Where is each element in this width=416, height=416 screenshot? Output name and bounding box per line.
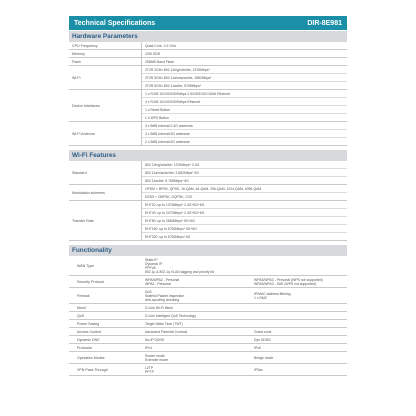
spec-values [142,90,347,121]
feature-col-2 [251,329,347,335]
feature-row [69,256,347,276]
feature-value: Stateful Packet Inspection [145,293,185,298]
spec-row [142,209,347,217]
spec-values [142,201,347,240]
spec-values [142,185,347,200]
section-functionality: Functionality [69,245,347,256]
feature-col-1 [142,345,251,351]
feature-row [69,320,347,328]
feature-label: Protocols [77,345,92,350]
spec-values [142,42,347,49]
spec-values [142,66,347,89]
feature-value: Bridge mode [254,355,274,360]
feature-row [69,364,347,376]
feature-value: D-Link Wi-Fi Mesh [145,305,173,310]
spec-group [69,42,347,50]
spec-value: OFDM = BPSK, QPSK, 16-QAM, 64-QAM, 256-QAM, 1024-QAM, 4096-QAM [145,186,262,191]
feature-value: WPA3/WPA3 - SAE (WPS not supported) [254,281,317,286]
spec-value: 1 x RJ45 10/100/1000Mbps 2.5G/5G/10G WAN Ethernet [145,91,231,96]
spec-value: 802.11b/g/n/ax/be: 1376Mbps* 2.4G [145,162,200,167]
feature-value: Anti-spoofing checking [145,297,180,302]
sheet-title: Technical Specifications [74,19,156,27]
feature-col-2 [251,307,347,309]
feature-row [69,336,347,344]
feature-value: WPA2 - Personal [145,281,171,286]
feature-col-1 [142,321,251,327]
spec-value: 1 x WPS Button [145,115,169,120]
feature-value: IPv6 [254,345,261,350]
spec-value: 2T2R 2GHz 802.11b/g/n/ax/be, 1376Mbps* [145,67,210,72]
spec-values [142,161,347,184]
spec-value: 3 x 5dBi Internal 5G antennas [145,131,190,136]
feature-col-1 [142,257,251,275]
functionality-table [69,256,347,376]
feature-col-2 [251,291,347,301]
spec-value: Quad-Core, 2.6 GHz [145,43,177,48]
spec-row [142,201,347,209]
spec-group [69,161,347,185]
feature-value: DoS [145,289,152,294]
spec-row [142,161,347,169]
feature-values [142,256,347,275]
feature-value: Dyn DDNS [254,337,271,342]
spec-value: EHT320: up to 5760Mbps* 6G [145,234,191,239]
spec-group [69,201,347,241]
feature-label: WAN Type [77,263,94,268]
feature-value: IPSec [254,367,264,372]
spec-value: 2T2R 6GHz 802.11ax/be, 5765Mbps* [145,83,202,88]
spec-label: Wi-Fi [69,66,142,89]
feature-values [142,344,347,351]
feature-values [142,320,347,327]
feature-row [69,344,347,352]
spec-row [142,130,347,138]
spec-value: 2 x 5dBi Internal 6G antennas [145,139,190,144]
spec-value: EHT20: up to 1376Mbps* 2.4G+5G+6G [145,202,205,207]
wifi-table [69,161,347,241]
spec-values [142,122,347,145]
spec-value: 802.11ax/be: 5,765Mbps* 6G [145,178,189,183]
feature-label: Mesh [77,305,86,310]
spec-row [142,50,347,57]
feature-value: Static IP [145,257,158,262]
spec-value: 2T2R 5GHz 802.11a/n/ac/ax/be, 2882Mbps* [145,75,212,80]
feature-col-2 [251,277,347,287]
feature-value: D-Link Intelligent QoS Technology [145,313,197,318]
spec-value: 3 x 5dBi Internal 2.4G antennas [145,123,193,128]
feature-col-2 [251,315,347,317]
spec-row [142,98,347,106]
spec-row [142,177,347,184]
spec-row [142,82,347,89]
feature-value: No-IP DDNS [145,337,165,342]
spec-row [142,233,347,240]
spec-value: 4 x RJ45 10/100/1000Mbps Ethernet [145,99,201,104]
spec-values [142,58,347,65]
feature-label: Power Saving [77,321,100,326]
feature-values [142,288,347,303]
feature-col-1 [142,365,251,375]
feature-row [69,328,347,336]
feature-col-2 [251,323,347,325]
feature-row [69,276,347,288]
feature-col-2 [251,345,347,351]
feature-col-2 [251,265,347,267]
feature-row [69,312,347,320]
spec-label: Flash [69,58,142,65]
spec-row [142,66,347,74]
feature-row [69,288,347,304]
feature-col-1 [142,329,251,335]
section-hardware: Hardware Parameters [69,31,347,42]
spec-group [69,50,347,58]
spec-row [142,217,347,225]
spec-value: 802.11a/n/ac/ax/be: 2,882Mbps* 5G [145,170,200,175]
feature-values [142,276,347,287]
feature-value: L2TP [145,365,154,370]
feature-label: VPN Pass Through [77,367,108,372]
feature-values [142,304,347,311]
spec-label: Transfer Rate [69,201,142,240]
feature-value: WPA/WPA2 - Personal [145,277,180,282]
feature-value: 1 x DMZ [254,295,267,300]
spec-row [142,58,347,65]
spec-group [69,66,347,90]
feature-values [142,352,347,363]
feature-value: PPPoE [145,265,156,270]
feature-label: Operation Modes [77,355,105,360]
feature-col-1 [142,337,251,343]
feature-row [69,352,347,364]
spec-values [142,50,347,57]
spec-sheet [69,16,347,376]
spec-group [69,122,347,146]
feature-value: WPA3/WPA3 - Personal (WPS not supported) [254,277,323,282]
spec-row [142,185,347,193]
spec-row [142,90,347,98]
feature-value: IP/MAC address filtering [254,291,291,296]
feature-values [142,312,347,319]
feature-col-1 [142,305,251,311]
feature-col-1 [142,353,251,363]
spec-row [142,193,347,200]
feature-col-2 [251,355,347,361]
feature-value: PPTP [145,369,154,374]
feature-values [142,328,347,335]
feature-col-1 [142,277,251,287]
feature-label: Security Protocol [77,279,105,284]
feature-value: Guest zone [254,329,272,334]
spec-row [142,138,347,145]
spec-value: 1 x Reset Button [145,107,171,112]
spec-row [142,169,347,177]
feature-value: Target Wake Time (TWT) [145,321,183,326]
feature-col-2 [251,337,347,343]
spec-group [69,90,347,122]
feature-col-1 [142,313,251,319]
spec-row [142,74,347,82]
spec-label: Modulation schemes [69,185,142,200]
hardware-table [69,42,347,146]
spec-row [142,106,347,114]
feature-values [142,336,347,343]
spec-label: CPU Frequency [69,42,142,49]
feature-col-2 [251,367,347,373]
spec-value: EHT160: up to 5760Mbps* 5G+6G [145,226,197,231]
spec-value: EHT40: up to 2470Mbps* 2.4G+5G+6G [145,210,205,215]
spec-label: Device Interfaces [69,90,142,121]
title-bar [69,16,347,30]
spec-value: EHT80: up to 2880Mbps* 5G+6G [145,218,196,223]
feature-value: Extender mode [145,357,168,362]
feature-col-1 [142,289,251,303]
model-name: DIR-8E981 [307,19,342,27]
spec-group [69,185,347,201]
spec-value: 1GB DDR [145,51,161,56]
feature-value: Advanced Parental Controls [145,329,188,334]
feature-label: QoS [77,313,85,318]
feature-value: 802.1p & 802.1q VLAN tagging and priority bit [145,269,214,274]
spec-row [142,114,347,121]
spec-row [142,42,347,49]
spec-row [142,225,347,233]
feature-row [69,304,347,312]
spec-value: DSSS = DBPSK, DQPSK, CCK [145,194,193,199]
spec-label: Memory [69,50,142,57]
feature-label: Dynamic DNS [77,337,100,342]
spec-label: Standard [69,161,142,184]
feature-values [142,364,347,375]
feature-value: Router mode [145,353,165,358]
feature-value: Dynamic IP [145,261,163,266]
spec-row [142,122,347,130]
feature-label: Access Control [77,329,102,334]
feature-label: Firewall [77,293,90,298]
section-wifi: Wi-Fi Features [69,150,347,161]
spec-group [69,58,347,66]
spec-label: Wi-Fi Antenna [69,122,142,145]
spec-value: 256MB Nand Flash [145,59,175,64]
feature-value: IPv4 [145,345,152,350]
